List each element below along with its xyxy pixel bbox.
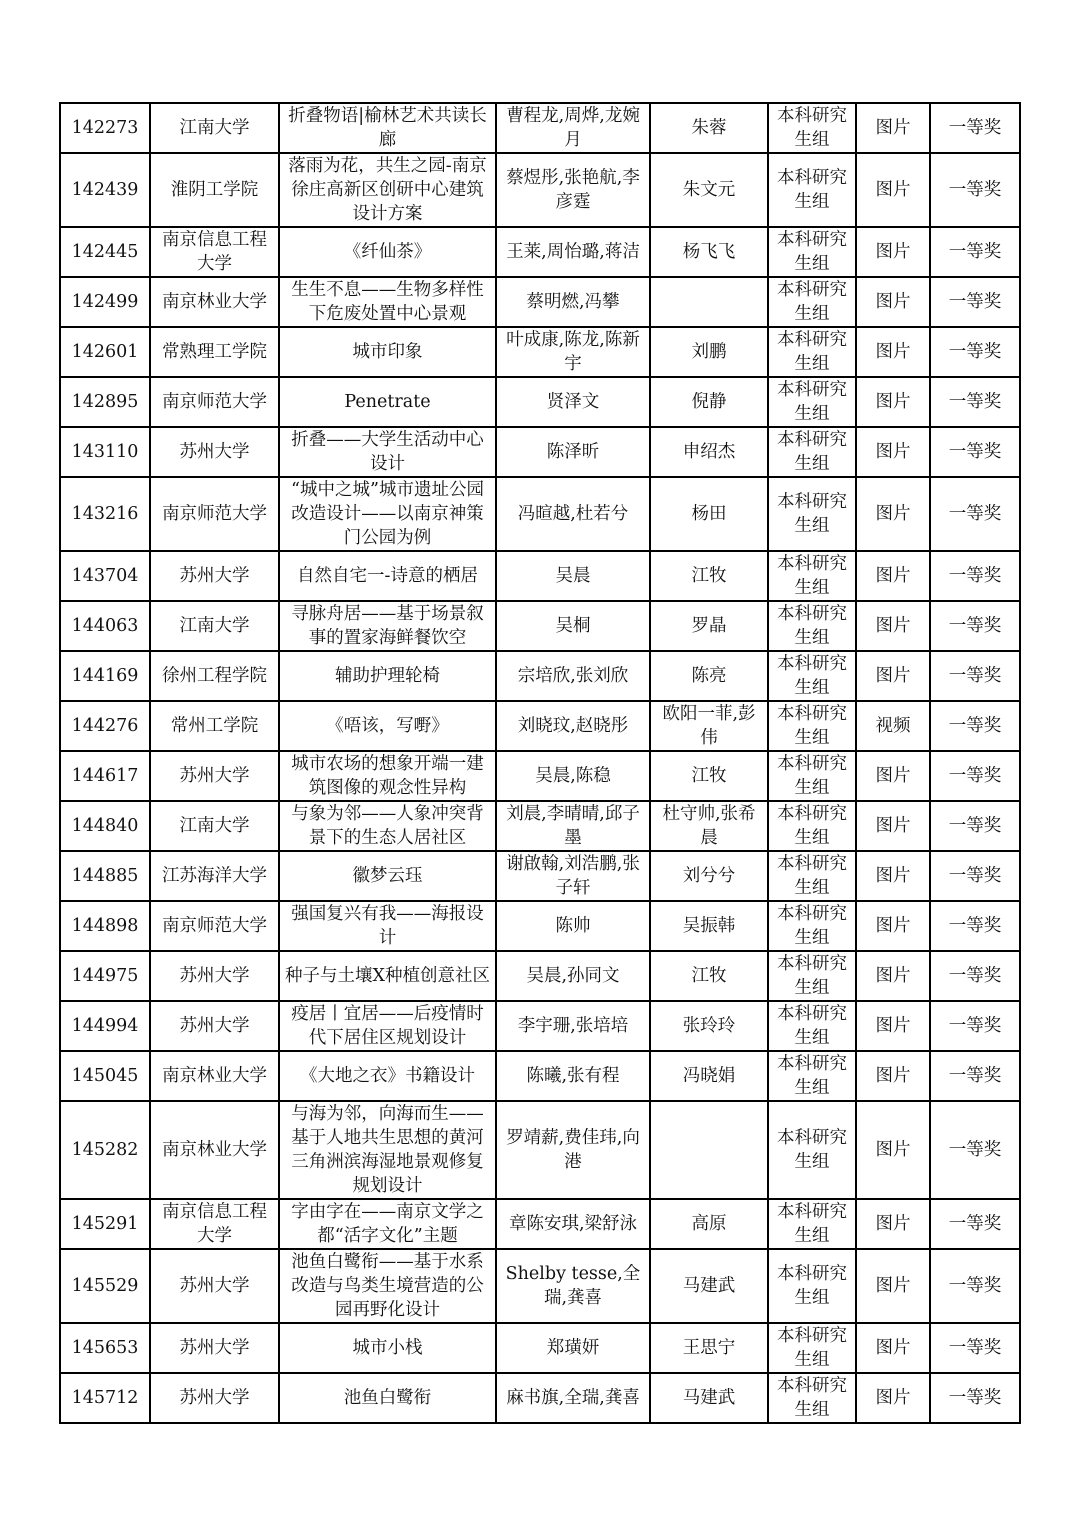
- award-id-cell: 142895: [60, 377, 150, 427]
- award-id-cell: 144994: [60, 1001, 150, 1051]
- work-type-cell: 图片: [856, 227, 930, 277]
- work-title-cell: 与象为邻——人象冲突背景下的生态人居社区: [279, 801, 496, 851]
- work-type-cell: 图片: [856, 153, 930, 227]
- award-id-cell: 144617: [60, 751, 150, 801]
- group-cell: 本科研究生组: [768, 377, 856, 427]
- award-id-cell: 142499: [60, 277, 150, 327]
- advisor-cell: 王思宁: [650, 1323, 768, 1373]
- award-level-cell: 一等奖: [930, 951, 1020, 1001]
- award-id-cell: 145282: [60, 1101, 150, 1199]
- authors-cell: 麻书旗,全瑞,龚喜: [496, 1373, 650, 1423]
- group-cell: 本科研究生组: [768, 327, 856, 377]
- advisor-cell: [650, 277, 768, 327]
- group-cell: 本科研究生组: [768, 1001, 856, 1051]
- group-cell: 本科研究生组: [768, 153, 856, 227]
- school-cell: 苏州大学: [150, 1001, 279, 1051]
- work-title-cell: 池鱼白鹭衔——基于水系改造与鸟类生境营造的公园再野化设计: [279, 1249, 496, 1323]
- school-cell: 南京信息工程大学: [150, 227, 279, 277]
- table-row: [60, 701, 1020, 751]
- table-row: [60, 601, 1020, 651]
- authors-cell: 吴晨,陈稳: [496, 751, 650, 801]
- table-row: [60, 1199, 1020, 1249]
- group-cell: 本科研究生组: [768, 851, 856, 901]
- awards-table: [59, 102, 1021, 1424]
- school-cell: 淮阴工学院: [150, 153, 279, 227]
- school-cell: 苏州大学: [150, 551, 279, 601]
- award-level-cell: 一等奖: [930, 153, 1020, 227]
- award-id-cell: 144063: [60, 601, 150, 651]
- work-title-cell: 疫居丨宜居——后疫情时代下居住区规划设计: [279, 1001, 496, 1051]
- authors-cell: 刘晓玟,赵晓彤: [496, 701, 650, 751]
- authors-cell: 吴桐: [496, 601, 650, 651]
- group-cell: 本科研究生组: [768, 1051, 856, 1101]
- award-id-cell: 143216: [60, 477, 150, 551]
- table-row: [60, 377, 1020, 427]
- work-type-cell: 图片: [856, 427, 930, 477]
- award-id-cell: 142445: [60, 227, 150, 277]
- award-id-cell: 142273: [60, 103, 150, 153]
- award-id-cell: 143110: [60, 427, 150, 477]
- table-row: [60, 751, 1020, 801]
- work-title-cell: 折叠物语|榆林艺术共读长廊: [279, 103, 496, 153]
- work-type-cell: 图片: [856, 327, 930, 377]
- award-level-cell: 一等奖: [930, 327, 1020, 377]
- award-id-cell: 144898: [60, 901, 150, 951]
- work-type-cell: 图片: [856, 103, 930, 153]
- authors-cell: 陈泽昕: [496, 427, 650, 477]
- award-level-cell: 一等奖: [930, 651, 1020, 701]
- award-id-cell: 142601: [60, 327, 150, 377]
- group-cell: 本科研究生组: [768, 551, 856, 601]
- group-cell: 本科研究生组: [768, 103, 856, 153]
- advisor-cell: 高原: [650, 1199, 768, 1249]
- advisor-cell: 刘兮兮: [650, 851, 768, 901]
- group-cell: 本科研究生组: [768, 477, 856, 551]
- award-level-cell: 一等奖: [930, 277, 1020, 327]
- advisor-cell: 杨田: [650, 477, 768, 551]
- group-cell: 本科研究生组: [768, 1199, 856, 1249]
- award-level-cell: 一等奖: [930, 701, 1020, 751]
- school-cell: 常熟理工学院: [150, 327, 279, 377]
- table-row: [60, 901, 1020, 951]
- school-cell: 苏州大学: [150, 427, 279, 477]
- work-title-cell: 徽梦云珏: [279, 851, 496, 901]
- school-cell: 南京林业大学: [150, 277, 279, 327]
- table-row: [60, 427, 1020, 477]
- authors-cell: 吴晨: [496, 551, 650, 601]
- table-row: [60, 153, 1020, 227]
- work-type-cell: 视频: [856, 701, 930, 751]
- award-level-cell: 一等奖: [930, 1101, 1020, 1199]
- work-title-cell: 落雨为花，共生之园-南京徐庄高新区创研中心建筑设计方案: [279, 153, 496, 227]
- award-level-cell: 一等奖: [930, 1051, 1020, 1101]
- group-cell: 本科研究生组: [768, 751, 856, 801]
- award-id-cell: 145291: [60, 1199, 150, 1249]
- table-row: [60, 801, 1020, 851]
- work-type-cell: 图片: [856, 1001, 930, 1051]
- work-title-cell: 与海为邻，向海而生——基于人地共生思想的黄河三角洲滨海湿地景观修复规划设计: [279, 1101, 496, 1199]
- work-title-cell: 城市小栈: [279, 1323, 496, 1373]
- authors-cell: Shelby tesse,全瑞,龚喜: [496, 1249, 650, 1323]
- table-row: [60, 277, 1020, 327]
- work-title-cell: 城市印象: [279, 327, 496, 377]
- advisor-cell: 马建武: [650, 1373, 768, 1423]
- table-row: [60, 851, 1020, 901]
- award-level-cell: 一等奖: [930, 901, 1020, 951]
- work-title-cell: 池鱼白鹭衔: [279, 1373, 496, 1423]
- award-id-cell: 144840: [60, 801, 150, 851]
- table-row: [60, 1249, 1020, 1323]
- authors-cell: 刘晨,李晴晴,邱子墨: [496, 801, 650, 851]
- table-row: [60, 1101, 1020, 1199]
- work-title-cell: 强国复兴有我——海报设计: [279, 901, 496, 951]
- work-type-cell: 图片: [856, 377, 930, 427]
- award-level-cell: 一等奖: [930, 601, 1020, 651]
- work-title-cell: 寻脉舟居——基于场景叙事的置家海鲜餐饮空: [279, 601, 496, 651]
- work-title-cell: 折叠——大学生活动中心设计: [279, 427, 496, 477]
- authors-cell: 谢啟翰,刘浩鹏,张子轩: [496, 851, 650, 901]
- school-cell: 苏州大学: [150, 751, 279, 801]
- group-cell: 本科研究生组: [768, 901, 856, 951]
- school-cell: 江南大学: [150, 801, 279, 851]
- advisor-cell: 冯晓娟: [650, 1051, 768, 1101]
- table-row: [60, 551, 1020, 601]
- work-title-cell: 辅助护理轮椅: [279, 651, 496, 701]
- award-level-cell: 一等奖: [930, 1373, 1020, 1423]
- authors-cell: 吴晨,孙同文: [496, 951, 650, 1001]
- award-level-cell: 一等奖: [930, 801, 1020, 851]
- table-row: [60, 1051, 1020, 1101]
- group-cell: 本科研究生组: [768, 1373, 856, 1423]
- advisor-cell: 江牧: [650, 751, 768, 801]
- school-cell: 江南大学: [150, 601, 279, 651]
- work-title-cell: 《纤仙茶》: [279, 227, 496, 277]
- authors-cell: 蔡煜彤,张艳航,李彦霆: [496, 153, 650, 227]
- work-type-cell: 图片: [856, 751, 930, 801]
- table-row: [60, 477, 1020, 551]
- award-level-cell: 一等奖: [930, 427, 1020, 477]
- authors-cell: 冯暄越,杜若兮: [496, 477, 650, 551]
- work-type-cell: 图片: [856, 1199, 930, 1249]
- authors-cell: 贤泽文: [496, 377, 650, 427]
- table-row: [60, 103, 1020, 153]
- award-level-cell: 一等奖: [930, 103, 1020, 153]
- table-row: [60, 327, 1020, 377]
- school-cell: 苏州大学: [150, 1323, 279, 1373]
- school-cell: 苏州大学: [150, 1373, 279, 1423]
- work-type-cell: 图片: [856, 477, 930, 551]
- school-cell: 苏州大学: [150, 1249, 279, 1323]
- authors-cell: 罗靖薪,费佳玮,向港: [496, 1101, 650, 1199]
- award-level-cell: 一等奖: [930, 851, 1020, 901]
- work-type-cell: 图片: [856, 851, 930, 901]
- advisor-cell: 朱蓉: [650, 103, 768, 153]
- school-cell: 江苏海洋大学: [150, 851, 279, 901]
- award-level-cell: 一等奖: [930, 1001, 1020, 1051]
- work-title-cell: Penetrate: [279, 377, 496, 427]
- advisor-cell: 杨飞飞: [650, 227, 768, 277]
- award-id-cell: 142439: [60, 153, 150, 227]
- school-cell: 南京师范大学: [150, 901, 279, 951]
- award-level-cell: 一等奖: [930, 227, 1020, 277]
- advisor-cell: 罗晶: [650, 601, 768, 651]
- advisor-cell: 倪静: [650, 377, 768, 427]
- award-level-cell: 一等奖: [930, 377, 1020, 427]
- group-cell: 本科研究生组: [768, 651, 856, 701]
- advisor-cell: 吴振韩: [650, 901, 768, 951]
- table-row: [60, 1323, 1020, 1373]
- school-cell: 徐州工程学院: [150, 651, 279, 701]
- school-cell: 南京林业大学: [150, 1051, 279, 1101]
- advisor-cell: 申绍杰: [650, 427, 768, 477]
- work-type-cell: 图片: [856, 1323, 930, 1373]
- authors-cell: 曹程龙,周烨,龙婉月: [496, 103, 650, 153]
- award-level-cell: 一等奖: [930, 551, 1020, 601]
- group-cell: 本科研究生组: [768, 1323, 856, 1373]
- school-cell: 南京师范大学: [150, 377, 279, 427]
- authors-cell: 陈帅: [496, 901, 650, 951]
- work-type-cell: 图片: [856, 951, 930, 1001]
- advisor-cell: 欧阳一菲,彭伟: [650, 701, 768, 751]
- group-cell: 本科研究生组: [768, 801, 856, 851]
- award-id-cell: 144975: [60, 951, 150, 1001]
- work-type-cell: 图片: [856, 801, 930, 851]
- award-id-cell: 143704: [60, 551, 150, 601]
- award-id-cell: 145712: [60, 1373, 150, 1423]
- work-type-cell: 图片: [856, 551, 930, 601]
- award-id-cell: 145653: [60, 1323, 150, 1373]
- award-id-cell: 144885: [60, 851, 150, 901]
- school-cell: 南京信息工程大学: [150, 1199, 279, 1249]
- award-level-cell: 一等奖: [930, 1323, 1020, 1373]
- authors-cell: 蔡明燃,冯攀: [496, 277, 650, 327]
- advisor-cell: 江牧: [650, 951, 768, 1001]
- advisor-cell: [650, 1101, 768, 1199]
- award-id-cell: 145529: [60, 1249, 150, 1323]
- work-title-cell: 字由字在——南京文学之都“活字文化”主题: [279, 1199, 496, 1249]
- awards-table-body: [60, 103, 1020, 1423]
- work-type-cell: 图片: [856, 651, 930, 701]
- school-cell: 苏州大学: [150, 951, 279, 1001]
- table-row: [60, 651, 1020, 701]
- advisor-cell: 陈亮: [650, 651, 768, 701]
- advisor-cell: 马建武: [650, 1249, 768, 1323]
- work-type-cell: 图片: [856, 901, 930, 951]
- table-row: [60, 227, 1020, 277]
- work-type-cell: 图片: [856, 1051, 930, 1101]
- advisor-cell: 江牧: [650, 551, 768, 601]
- school-cell: 南京师范大学: [150, 477, 279, 551]
- group-cell: 本科研究生组: [768, 1249, 856, 1323]
- award-level-cell: 一等奖: [930, 751, 1020, 801]
- work-title-cell: 《唔该，写嘢》: [279, 701, 496, 751]
- award-level-cell: 一等奖: [930, 477, 1020, 551]
- work-title-cell: “城中之城”城市遗址公园改造设计——以南京神策门公园为例: [279, 477, 496, 551]
- group-cell: 本科研究生组: [768, 1101, 856, 1199]
- work-type-cell: 图片: [856, 1249, 930, 1323]
- authors-cell: 陈曦,张有程: [496, 1051, 650, 1101]
- group-cell: 本科研究生组: [768, 601, 856, 651]
- award-id-cell: 144276: [60, 701, 150, 751]
- advisor-cell: 刘鹏: [650, 327, 768, 377]
- work-title-cell: 自然自宅一-诗意的栖居: [279, 551, 496, 601]
- work-type-cell: 图片: [856, 601, 930, 651]
- school-cell: 江南大学: [150, 103, 279, 153]
- table-row: [60, 1001, 1020, 1051]
- award-level-cell: 一等奖: [930, 1199, 1020, 1249]
- group-cell: 本科研究生组: [768, 951, 856, 1001]
- authors-cell: 章陈安琪,梁舒泳: [496, 1199, 650, 1249]
- advisor-cell: 张玲玲: [650, 1001, 768, 1051]
- authors-cell: 李宇珊,张培培: [496, 1001, 650, 1051]
- award-level-cell: 一等奖: [930, 1249, 1020, 1323]
- authors-cell: 王莱,周怡璐,蒋洁: [496, 227, 650, 277]
- authors-cell: 郑璜妍: [496, 1323, 650, 1373]
- work-title-cell: 《大地之衣》书籍设计: [279, 1051, 496, 1101]
- table-row: [60, 1373, 1020, 1423]
- work-type-cell: 图片: [856, 277, 930, 327]
- award-id-cell: 145045: [60, 1051, 150, 1101]
- authors-cell: 叶成康,陈龙,陈新宇: [496, 327, 650, 377]
- group-cell: 本科研究生组: [768, 277, 856, 327]
- advisor-cell: 杜守帅,张希晨: [650, 801, 768, 851]
- group-cell: 本科研究生组: [768, 701, 856, 751]
- advisor-cell: 朱文元: [650, 153, 768, 227]
- group-cell: 本科研究生组: [768, 227, 856, 277]
- work-title-cell: 生生不息——生物多样性下危废处置中心景观: [279, 277, 496, 327]
- work-title-cell: 城市农场的想象开端一建筑图像的观念性异构: [279, 751, 496, 801]
- group-cell: 本科研究生组: [768, 427, 856, 477]
- work-type-cell: 图片: [856, 1373, 930, 1423]
- school-cell: 南京林业大学: [150, 1101, 279, 1199]
- authors-cell: 宗培欣,张刘欣: [496, 651, 650, 701]
- table-row: [60, 951, 1020, 1001]
- school-cell: 常州工学院: [150, 701, 279, 751]
- award-id-cell: 144169: [60, 651, 150, 701]
- work-title-cell: 种子与土壤X种植创意社区: [279, 951, 496, 1001]
- work-type-cell: 图片: [856, 1101, 930, 1199]
